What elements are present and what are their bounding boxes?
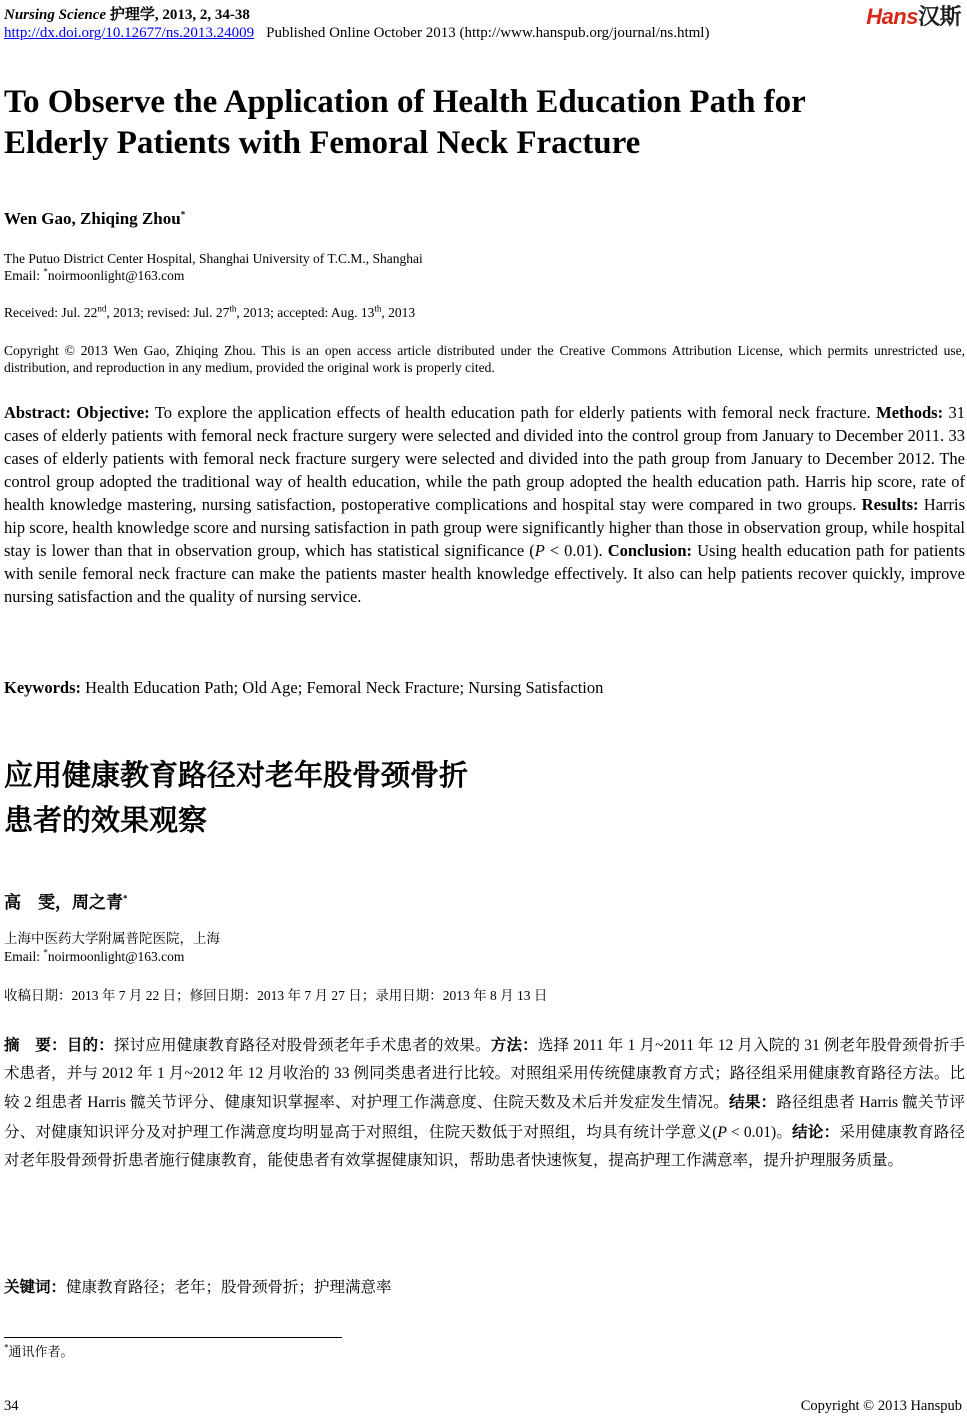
- doi-link[interactable]: http://dx.doi.org/10.12677/ns.2013.24009: [4, 25, 255, 41]
- objective-label-cn: 目的：: [66, 1036, 114, 1054]
- title-cn-line1: 应用健康教育路径对老年股骨颈骨折: [4, 758, 469, 792]
- revised-sup: th: [229, 303, 237, 314]
- results-text-en: Harris hip score, health knowledge score and nursing satisfaction in path group were significantly higher than those in observation group, while hospital stay is lower than that in observation group, which has statistical significance (: [4, 495, 966, 560]
- conclusion-text-en: Using health education path for patients with senile femoral neck fracture can make the patients master health knowledge effectively. It also can help patients recover quickly, improve nursing satisfaction and the quality of nursing service.: [4, 541, 965, 606]
- article-title-en: [4, 82, 954, 164]
- author-mark-en: *: [180, 209, 186, 220]
- footnote: [4, 1341, 74, 1360]
- abstract-cn: [4, 1031, 965, 1175]
- methods-text-cn: 选择 2011 年 1 月~2011 年 12 月入院的 31 例老年股骨颈骨折手术患者，并与 2012 年 1 月~2012 年 12 月收治的 33 例同类患者进行比较。对照组采用传统健康教育方式；路径组采用健康教育路径方法。比较 2 组患者 Harris 髋关节评分、健康知识掌握率、对护理工作满意度、住院天数及术后并发症发生情况。: [4, 1037, 965, 1112]
- accepted-sup: th: [374, 303, 382, 314]
- copyright-notice-en: Copyright © 2013 Wen Gao, Zhiqing Zhou. This is an open access article distributed under the Creative Commons Attribution License, which permits unrestricted use, distribution, and reproduction in any medium, provided the original work is properly cited.: [4, 343, 965, 375]
- published-online-text: Published Online October 2013 (http://www.hanspub.org/journal/ns.html): [266, 25, 710, 41]
- revised-part: , 2013; revised: Jul. 27: [106, 305, 230, 320]
- doi-line: [4, 25, 709, 42]
- logo-text-cn: 汉斯: [917, 4, 961, 29]
- email-mark-cn: *: [43, 947, 48, 958]
- abstract-label-cn: 摘 要：: [4, 1036, 67, 1054]
- journal-cn-info: 护理学, 2013, 2, 34-38: [109, 7, 250, 23]
- authors-en-names: Wen Gao, Zhiqing Zhou: [4, 209, 181, 228]
- results-label-cn: 结果：: [729, 1093, 777, 1112]
- footer-copyright: Copyright © 2013 Hanspub: [800, 1398, 962, 1414]
- email-label-cn: Email:: [4, 949, 44, 964]
- methods-label-en: Methods:: [876, 403, 944, 422]
- email-address-en: noirmoonlight@163.com: [47, 268, 185, 283]
- page-number: 34: [4, 1398, 19, 1414]
- accepted-part: , 2013; accepted: Aug. 13: [236, 305, 375, 320]
- abstract-label-en: Abstract:: [4, 403, 71, 422]
- objective-text-cn: 探讨应用健康教育路径对股骨颈老年手术患者的效果。: [113, 1037, 491, 1054]
- authors-en: [4, 209, 185, 229]
- accepted-year: , 2013: [381, 305, 416, 320]
- conclusion-text-cn: 采用健康教育路径对老年股骨颈骨折患者施行健康教育，能使患者有效掌握健康知识，帮助患者快速恢复，提高护理工作满意率，提升护理服务质量。: [4, 1123, 965, 1169]
- email-label-en: Email:: [4, 268, 44, 283]
- objective-text-en: To explore the application effects of health education path for elderly patients with femoral neck fracture.: [154, 403, 871, 422]
- footnote-mark: *: [4, 1342, 9, 1353]
- journal-citation: [4, 3, 250, 24]
- keywords-text-en: Health Education Path; Old Age; Femoral Neck Fracture; Nursing Satisfaction: [85, 678, 604, 697]
- results-text-cn: 路径组患者 Harris 髋关节评分、对健康知识评分及对护理工作满意度均明显高于对照组，住院天数低于对照组，均具有统计学意义(: [4, 1094, 965, 1141]
- keywords-label-en: Keywords:: [4, 678, 81, 697]
- keywords-cn: [4, 1275, 392, 1297]
- keywords-label-cn: 关键词：: [4, 1278, 67, 1296]
- received-part: Received: Jul. 22: [4, 305, 98, 320]
- logo-text-en: Hans: [866, 4, 918, 29]
- title-cn-line2: 患者的效果观察: [4, 803, 208, 837]
- objective-label-en: Objective:: [76, 403, 150, 422]
- abstract-en: [4, 401, 965, 608]
- footnote-divider: [4, 1337, 342, 1338]
- article-title-cn: [4, 753, 468, 843]
- conclusion-label-en: Conclusion:: [607, 541, 693, 560]
- authors-cn-names: 高 雯，周之青: [4, 893, 123, 912]
- keywords-en: [4, 678, 603, 698]
- received-sup: nd: [97, 303, 107, 314]
- affiliation-en: The Putuo District Center Hospital, Shanghai University of T.C.M., Shanghai: [4, 251, 423, 266]
- p-symbol-cn: P: [717, 1123, 727, 1141]
- affiliation-cn: 上海中医药大学附属普陀医院，上海: [4, 931, 220, 946]
- hans-logo: [866, 0, 961, 31]
- received-dates-cn: 收稿日期：2013 年 7 月 22 日；修回日期：2013 年 7 月 27 日；录用日期：2013 年 8 月 13 日: [4, 988, 548, 1003]
- email-mark-en: *: [43, 266, 48, 277]
- email-en: [4, 267, 184, 284]
- received-dates-en: [4, 304, 415, 321]
- journal-name: Nursing Science: [4, 7, 107, 23]
- email-address-cn: noirmoonlight@163.com: [47, 949, 185, 964]
- results-label-en: Results:: [861, 495, 919, 514]
- keywords-text-cn: 健康教育路径；老年；股骨颈骨折；护理满意率: [66, 1279, 392, 1296]
- author-mark-cn: *: [123, 893, 128, 904]
- results-p-value-en: < 0.01).: [544, 541, 603, 560]
- footnote-text: 通讯作者。: [8, 1344, 74, 1359]
- title-en-line1: To Observe the Application of Health Education Path for: [4, 84, 806, 120]
- conclusion-label-cn: 结论：: [792, 1122, 840, 1141]
- results-p-value-cn: < 0.01)。: [726, 1123, 793, 1141]
- methods-label-cn: 方法：: [490, 1036, 538, 1054]
- p-symbol-en: P: [534, 541, 545, 560]
- methods-text-en: 31 cases of elderly patients with femoral neck fracture surgery were selected and divided into the control group from January to December 2011. 33 cases of elderly patients with femoral neck fracture surgery were selected and divided into the path group from January to December 2012. The control group adopted the traditional way of health education, while the path group adopted the health education path. Harris hip score, rate of health knowledge mastering, nursing satisfaction, postoperative complications and hospital stay were compared in two groups.: [4, 403, 966, 514]
- title-en-line2: Elderly Patients with Femoral Neck Fracture: [4, 125, 641, 161]
- email-cn: [4, 948, 184, 965]
- authors-cn: [4, 888, 128, 913]
